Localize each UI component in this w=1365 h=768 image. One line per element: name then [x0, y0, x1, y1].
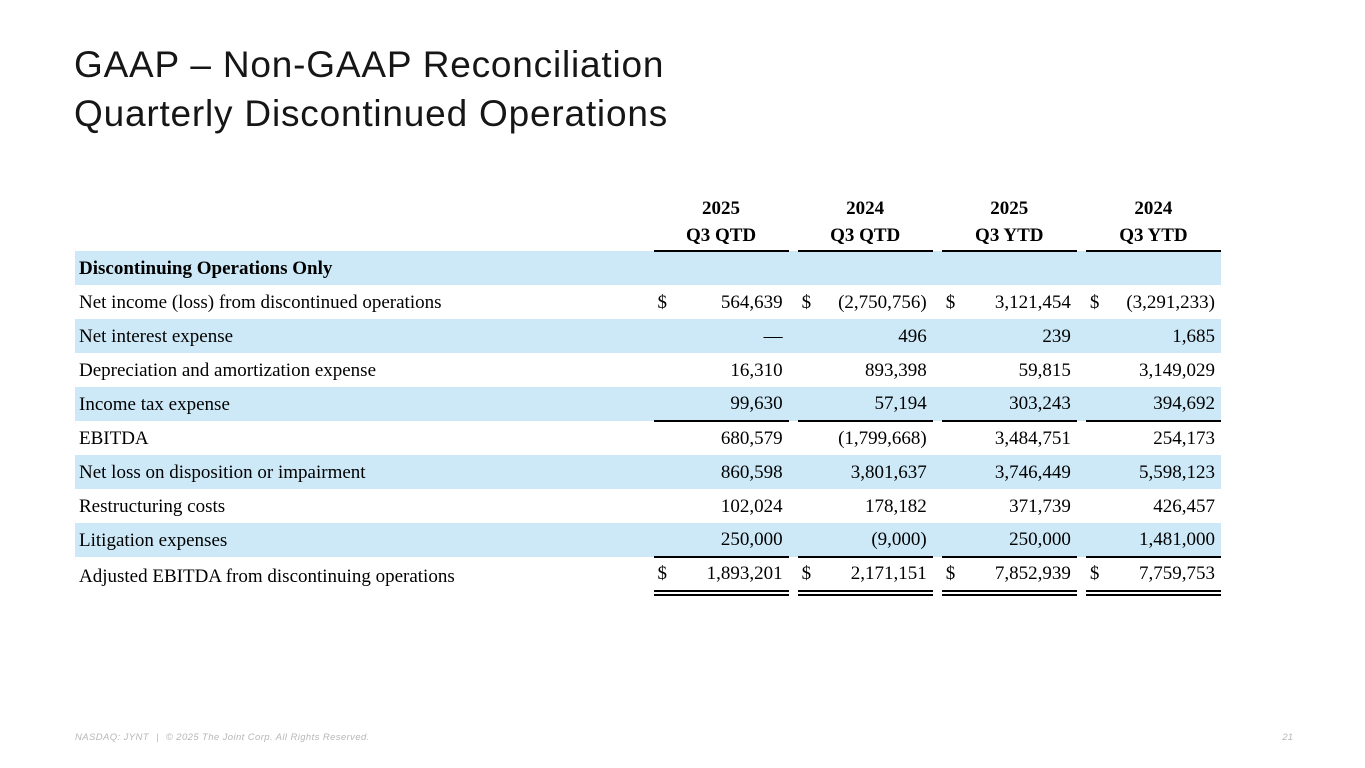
cell-value: 59,815 [1018, 360, 1071, 381]
section-header-label: Discontinuing Operations Only [75, 251, 654, 285]
currency-symbol: $ [801, 563, 812, 584]
currency-symbol: $ [945, 563, 956, 584]
cell-value: 2,171,151 [850, 563, 927, 584]
cell-value: 3,746,449 [994, 462, 1071, 483]
col-header-period: Q3 QTD [654, 223, 789, 251]
cell-value: 564,639 [720, 292, 783, 313]
cell-value: 250,000 [720, 529, 783, 550]
currency-symbol: $ [657, 563, 667, 584]
cell-value: 893,398 [864, 360, 927, 381]
currency-symbol: $ [657, 292, 667, 313]
cell-value: (3,291,233) [1126, 292, 1215, 313]
col-header-year: 2025 [702, 198, 741, 219]
cell-value: 57,194 [874, 393, 927, 414]
section-header-row [75, 251, 1221, 285]
cell-value: 426,457 [1153, 496, 1215, 517]
page-title-line2: Quarterly Discontinued Operations [74, 93, 669, 134]
page-title [74, 40, 668, 138]
cell-value: 99,630 [730, 393, 783, 414]
row-label: Restructuring costs [79, 496, 226, 517]
table-row-total [75, 557, 1221, 593]
cell-value: 3,121,454 [994, 292, 1071, 313]
cell-value: — [763, 326, 783, 347]
copyright-text: © 2025 The Joint Corp. All Rights Reserved. [165, 732, 370, 743]
page-title-line1: GAAP – Non-GAAP Reconciliation [74, 44, 665, 85]
col-header-period: Q3 YTD [1086, 223, 1221, 251]
table-row [75, 421, 1221, 455]
cell-value: 7,852,939 [994, 563, 1071, 584]
table-row [75, 523, 1221, 557]
currency-symbol: $ [801, 292, 812, 313]
table-row [75, 353, 1221, 387]
table-row [75, 455, 1221, 489]
cell-value: 680,579 [720, 428, 783, 449]
slide-footer [75, 732, 370, 743]
footer-separator: | [155, 732, 159, 743]
cell-value: 102,024 [720, 496, 783, 517]
ticker-label: NASDAQ: JYNT [75, 732, 149, 743]
row-label: Litigation expenses [75, 523, 654, 557]
cell-value: 3,484,751 [994, 428, 1071, 449]
column-period-row [75, 223, 1221, 251]
currency-symbol: $ [945, 292, 956, 313]
page-number: 21 [1282, 732, 1293, 743]
cell-value: 254,173 [1153, 428, 1215, 449]
currency-symbol: $ [1089, 292, 1100, 313]
cell-value: (1,799,668) [838, 428, 927, 449]
row-label: Depreciation and amortization expense [79, 360, 377, 381]
row-label: Adjusted EBITDA from discontinuing operations [79, 566, 455, 587]
cell-value: (2,750,756) [838, 292, 927, 313]
reconciliation-table-container [75, 196, 1221, 596]
cell-value: 239 [1042, 326, 1071, 347]
cell-value: 1,481,000 [1139, 529, 1215, 550]
row-label: Net loss on disposition or impairment [75, 455, 654, 489]
cell-value: 1,893,201 [706, 563, 783, 584]
cell-value: 178,182 [864, 496, 927, 517]
cell-value: 496 [898, 326, 927, 347]
cell-value: 860,598 [720, 462, 783, 483]
cell-value: 303,243 [1009, 393, 1071, 414]
col-header-year: 2024 [846, 198, 885, 219]
col-header-year: 2025 [990, 198, 1029, 219]
table-row [75, 489, 1221, 523]
cell-value: 7,759,753 [1139, 563, 1215, 584]
cell-value: 1,685 [1172, 326, 1215, 347]
table-row [75, 319, 1221, 353]
cell-value: 16,310 [730, 360, 783, 381]
table-row [75, 285, 1221, 319]
cell-value: 3,801,637 [850, 462, 927, 483]
table-row [75, 387, 1221, 421]
currency-symbol: $ [1089, 563, 1100, 584]
cell-value: 371,739 [1009, 496, 1071, 517]
cell-value: 3,149,029 [1139, 360, 1215, 381]
col-header-period: Q3 YTD [942, 223, 1077, 251]
row-label: Net interest expense [75, 319, 654, 353]
col-header-period: Q3 QTD [798, 223, 933, 251]
column-year-row [75, 196, 1221, 223]
row-label: Income tax expense [75, 387, 654, 421]
row-label: Net income (loss) from discontinued operations [79, 292, 442, 313]
col-header-year: 2024 [1134, 198, 1173, 219]
cell-value: 394,692 [1153, 393, 1215, 414]
cell-value: (9,000) [871, 529, 927, 550]
row-label: EBITDA [79, 428, 149, 449]
cell-value: 250,000 [1009, 529, 1071, 550]
reconciliation-table [75, 196, 1221, 596]
cell-value: 5,598,123 [1139, 462, 1215, 483]
